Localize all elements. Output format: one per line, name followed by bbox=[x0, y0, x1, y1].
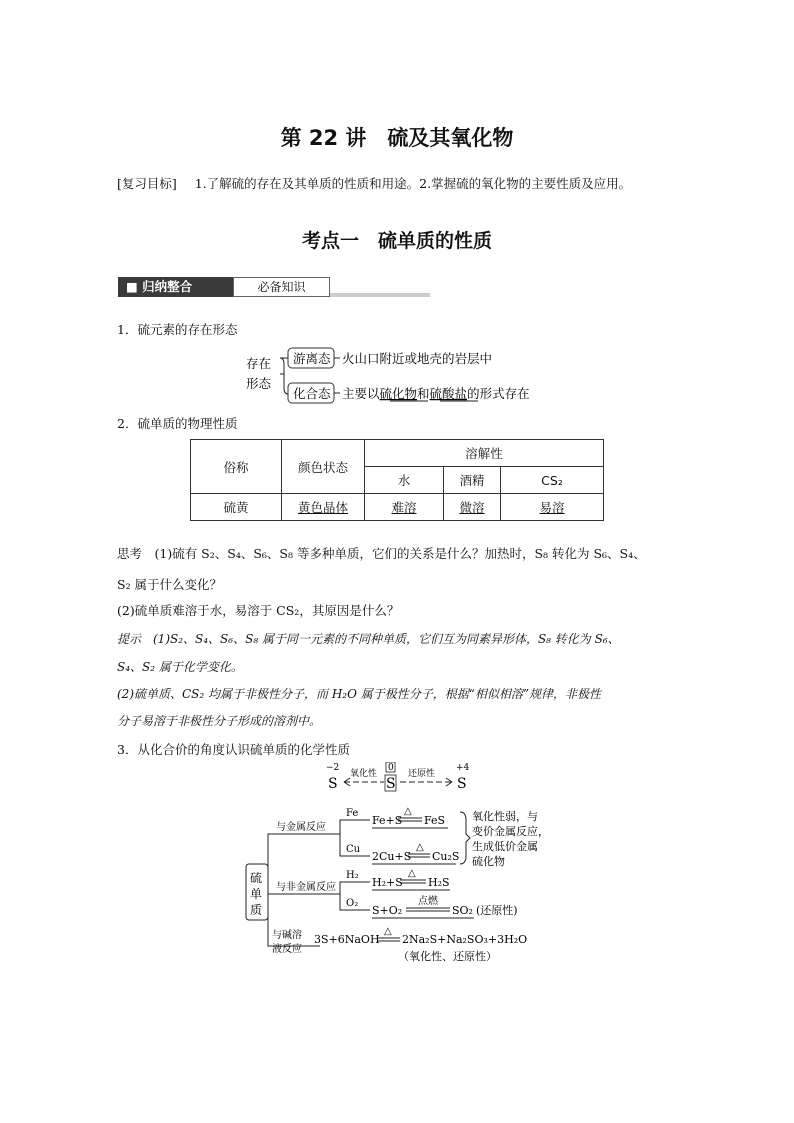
valence-p4: +4 bbox=[456, 763, 470, 773]
alkali-reactants: 3S+6NaOH bbox=[314, 933, 380, 946]
metal-note-1: 氧化性弱，与 bbox=[472, 810, 538, 823]
th-common-name: 俗称 bbox=[191, 440, 282, 494]
fe-product: FeS bbox=[424, 814, 446, 827]
td-color-state: 黄色晶体 bbox=[282, 494, 365, 521]
fe-reactants: Fe+S bbox=[372, 814, 403, 827]
center-char-2: 单 bbox=[250, 887, 263, 901]
alkali-note: （氧化性、还原性） bbox=[398, 950, 497, 963]
physical-properties-table bbox=[190, 439, 604, 521]
td-common-name: 硫黄 bbox=[191, 494, 282, 521]
free-state-text: 火山口附近或地壳的岩层中 bbox=[342, 351, 493, 366]
think-q1-line1: 思考 (1)硫有 S₂、S₄、S₆、S₈ 等多种单质，它们的关系是什么？加热时，S₈ 转化为 S₆、S₄、 bbox=[117, 546, 646, 561]
valence-m2: −2 bbox=[326, 763, 340, 773]
s2-heading: 2．硫单质的物理性质 bbox=[117, 416, 238, 431]
nonmetal-label: 与非金属反应 bbox=[276, 882, 336, 893]
free-state-label: 游离态 bbox=[293, 351, 331, 366]
review-target-label: [复习目标] bbox=[117, 176, 177, 191]
hint-a1-line2: S₄、S₂ 属于化学变化。 bbox=[117, 660, 243, 674]
th-cs2: CS₂ bbox=[501, 467, 604, 494]
think-q2: (2)硫单质难溶于水，易溶于 CS₂，其原因是什么？ bbox=[117, 603, 400, 618]
sulfur-m2: S bbox=[328, 776, 338, 792]
h2-product: H₂S bbox=[428, 876, 450, 889]
think-q1-line2: S₂ 属于什么变化？ bbox=[117, 577, 223, 592]
fe-delta: △ bbox=[404, 806, 412, 817]
sulfur-p4: S bbox=[457, 776, 467, 792]
cu-delta: △ bbox=[416, 842, 424, 853]
th-water: 水 bbox=[365, 467, 444, 494]
badge-knowledge: 必备知识 bbox=[233, 277, 330, 297]
review-target-text: 1.了解硫的存在及其单质的性质和用途。2.掌握硫的氧化物的主要性质及应用。 bbox=[194, 176, 632, 191]
th-color-state: 颜色状态 bbox=[282, 440, 365, 494]
th-solubility: 溶解性 bbox=[365, 440, 604, 467]
s1-heading: 1．硫元素的存在形态 bbox=[117, 322, 238, 337]
combined-state-text: 主要以硫化物和硫酸盐的形式存在 bbox=[342, 386, 530, 401]
hint-a2-line2: 分子易溶于非极性分子形成的溶剂中。 bbox=[117, 714, 322, 728]
h2-delta: △ bbox=[408, 868, 416, 879]
fe-label: Fe bbox=[346, 808, 359, 819]
existence-diagram bbox=[240, 344, 560, 406]
metal-note-brace bbox=[460, 812, 470, 864]
metal-note-2: 变价金属反应， bbox=[472, 825, 549, 838]
alkali-label-2: 液反应 bbox=[272, 944, 302, 955]
metal-label: 与金属反应 bbox=[276, 822, 326, 833]
existence-brace bbox=[280, 358, 288, 394]
badge-rule bbox=[330, 293, 430, 297]
fe-branch bbox=[340, 820, 370, 834]
valence-0: 0 bbox=[388, 763, 394, 773]
cu-reactants: 2Cu+S bbox=[372, 850, 412, 863]
center-char-3: 质 bbox=[250, 903, 263, 917]
o2-note: (还原性) bbox=[476, 904, 518, 917]
page-title: 第 22 讲 硫及其氧化物 bbox=[280, 126, 514, 150]
o2-ignite: 点燃 bbox=[418, 896, 438, 907]
existence-label-bottom: 形态 bbox=[246, 376, 272, 391]
cu-label: Cu bbox=[346, 844, 361, 855]
th-alcohol: 酒精 bbox=[444, 467, 501, 494]
hint-a2-line1: (2)硫单质、CS₂ 均属于非极性分子，而 H₂O 属于极性分子，根据“相似相溶”规律，非极性 bbox=[117, 687, 602, 701]
oxid-label: 氧化性 bbox=[350, 769, 378, 779]
metal-note-3: 生成低价金属 bbox=[472, 840, 538, 853]
review-target bbox=[117, 174, 631, 192]
combined-state-label: 化合态 bbox=[293, 386, 331, 401]
center-char-1: 硫 bbox=[250, 871, 263, 885]
o2-label: O₂ bbox=[346, 898, 359, 909]
sulfur-0: S bbox=[386, 776, 396, 792]
td-water: 难溶 bbox=[365, 494, 444, 521]
redu-label: 还原性 bbox=[408, 769, 436, 779]
section-title: 考点一 硫单质的性质 bbox=[301, 230, 492, 252]
chemical-properties-diagram bbox=[240, 762, 570, 968]
h2-label: H₂ bbox=[346, 870, 359, 881]
metal-note-4: 硫化物 bbox=[472, 855, 505, 868]
metal-branch bbox=[268, 834, 340, 870]
badge-summary: ■ 归纳整合 bbox=[118, 277, 233, 297]
cu-product: Cu₂S bbox=[432, 850, 460, 863]
o2-product: SO₂ bbox=[452, 904, 473, 917]
td-alcohol: 微溶 bbox=[444, 494, 501, 521]
hint-a1-line1: 提示 (1)S₂、S₄、S₆、S₈ 属于同一元素的不同种单质，它们互为同素异形体，S₈ 转化为 S₆、 bbox=[117, 632, 620, 646]
o2-reactants: S+O₂ bbox=[372, 904, 403, 917]
h2-branch bbox=[340, 882, 370, 894]
section-badge bbox=[118, 277, 430, 299]
alkali-delta: △ bbox=[384, 926, 392, 937]
td-cs2: 易溶 bbox=[501, 494, 604, 521]
existence-label-top: 存在 bbox=[246, 356, 272, 371]
alkali-products: 2Na₂S+Na₂SO₃+3H₂O bbox=[402, 933, 528, 946]
s3-heading: 3．从化合价的角度认识硫单质的化学性质 bbox=[117, 742, 350, 757]
alkali-label-1: 与碱溶 bbox=[272, 930, 302, 941]
h2-reactants: H₂+S bbox=[372, 876, 403, 889]
